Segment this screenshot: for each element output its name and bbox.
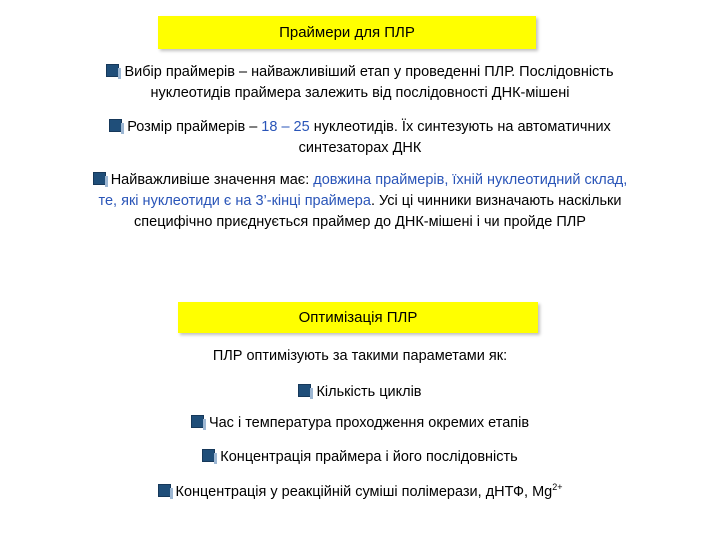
section-title-primers-text: Праймери для ПЛР <box>279 24 415 41</box>
section-title-optimization <box>178 302 538 333</box>
list-item: Час і температура проходження окремих етапів <box>0 415 720 431</box>
list-item: Концентрація у реакційній суміші полімерази, дНТФ, $Mg^{2+}$ <box>0 482 720 500</box>
bullet-icon <box>202 449 215 462</box>
bullet-icon <box>106 64 119 77</box>
list-item: Концентрація праймера і його послідовність <box>0 449 720 465</box>
bullet-icon <box>298 384 311 397</box>
mg-superscript: 2+ <box>552 482 563 492</box>
optimization-intro: ПЛР оптимізують за такими параметами як: <box>212 348 508 364</box>
paragraph-primer-size: Розмір праймерів – 18 – 25 нуклеотидів. Їх синтезують на автоматичних синтезаторах ДНК <box>20 117 700 159</box>
bullet-icon <box>158 484 171 497</box>
bullet-icon <box>191 415 204 428</box>
bullet-icon <box>93 172 106 185</box>
bullet-icon <box>109 119 122 132</box>
list-item: Кількість циклів <box>0 384 720 400</box>
section-title-primers <box>158 16 536 49</box>
section-title-optimization-text: Оптимізація ПЛР <box>298 309 418 326</box>
paragraph-key-factors: Найважливіше значення має: довжина праймерів, їхній нуклеотидний склад, те, які нуклеотиди є на 3’-кінці праймера. Усі ці чинники визначають наскільки специфічно приєднується праймер до ДНК-мішені і чи пройде ПЛР <box>10 170 710 233</box>
paragraph-primer-selection: Вибір праймерів – найважливіший етап у проведенні ПЛР. Послідовність нуклеотидів праймера залежить від послідовності ДНК-мішені <box>20 62 700 104</box>
